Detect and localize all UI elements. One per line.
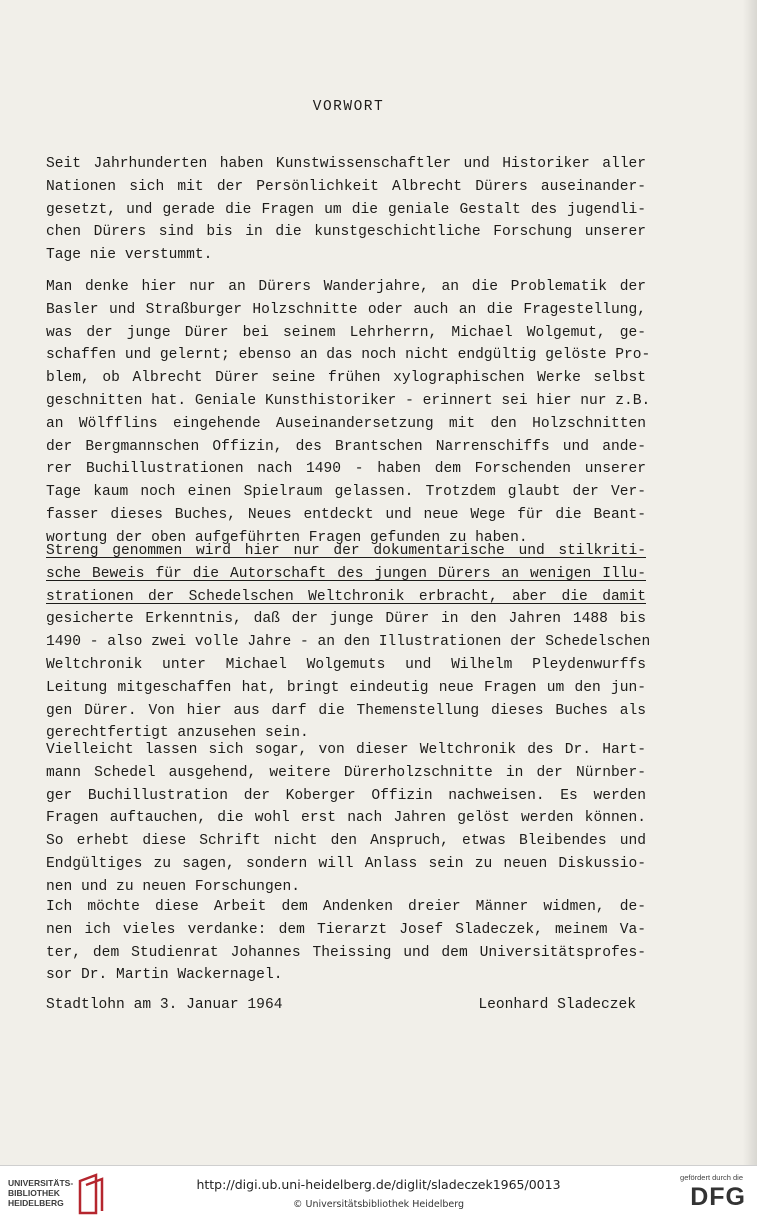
text-line: Leitung mitgeschaffen hat, bringt eindeutig neue Fragen um den jun- — [46, 679, 646, 696]
text-line: Ich möchte diese Arbeit dem Andenken dreier Männer widmen, de- — [46, 899, 646, 915]
library-name-line: BIBLIOTHEK — [8, 1188, 60, 1198]
text-line: was der junge Dürer bei seinem Lehrherrn, Michael Wolgemut, ge- — [46, 324, 646, 341]
author-name: Leonhard Sladeczek — [478, 997, 636, 1013]
paragraph-2 — [46, 276, 651, 550]
text-line: schaffen und gelernt; ebenso an das noch nicht endgültig gelöste Pro- — [46, 347, 651, 364]
text-line: sor Dr. Martin Wackernagel. — [46, 967, 283, 984]
text-line: So erhebt diese Schrift nicht den Anspruch, etwas Bleibendes und — [46, 833, 646, 850]
funding-label: gefördert durch die — [680, 1173, 743, 1182]
text-line: blem, ob Albrecht Dürer seine frühen xylographischen Werke selbst — [46, 370, 646, 387]
text-line: nen und zu neuen Forschungen. — [46, 878, 300, 895]
text-line: Streng genommen wird hier nur der dokumentarische und stilkriti- — [46, 543, 646, 559]
text-line: 1490 - also zwei volle Jahre - an den Illustrationen der Schedelschen — [46, 634, 651, 651]
permalink-url[interactable]: http://digi.ub.uni-heidelberg.de/diglit/sladeczek1965/0013 — [196, 1177, 561, 1192]
footer-bar — [0, 1165, 757, 1222]
text-line: gerechtfertigt anzusehen sein. — [46, 725, 309, 742]
text-line: gen Dürer. Von hier aus darf die Themenstellung dieses Buches als — [46, 702, 646, 719]
text-line: Tage kaum noch einen Spielraum gelassen. Trotzdem glaubt der Ver- — [46, 484, 646, 501]
signature-line — [46, 997, 636, 1013]
library-name-line: HEIDELBERG — [8, 1198, 64, 1208]
text-line: Fragen auftauchen, die wohl erst nach Jahren gelöst werden können. — [46, 810, 646, 827]
text-line: sche Beweis für die Autorschaft des jungen Dürers an wenigen Illu- — [46, 565, 646, 582]
place-date: Stadtlohn am 3. Januar 1964 — [46, 997, 283, 1013]
text-line: strationen der Schedelschen Weltchronik erbracht, aber die damit — [46, 588, 646, 605]
paragraph-5 — [46, 896, 646, 987]
text-line: an Wölfflins eingehende Auseinandersetzung mit den Holzschnitten — [46, 415, 646, 432]
text-line: der Bergmannschen Offizin, des Brantschen Narrenschiffs und ande- — [46, 438, 646, 455]
text-line: gesicherte Erkenntnis, daß der junge Dürer in den Jahren 1488 bis — [46, 611, 646, 628]
text-line: mann Schedel ausgehend, weitere Dürerholzschnitte in der Nürnber- — [46, 764, 646, 781]
text-line: nen ich vieles verdanke: dem Tierarzt Josef Sladeczek, meinem Va- — [46, 921, 646, 938]
library-name-line: UNIVERSITÄTS- — [8, 1178, 74, 1188]
text-line: Vielleicht lassen sich sogar, von dieser Weltchronik des Dr. Hart- — [46, 742, 646, 758]
dfg-logo: DFG — [690, 1183, 746, 1211]
text-line: ger Buchillustration der Koberger Offizin nachweisen. Es werden — [46, 787, 646, 804]
text-line: fasser dieses Buches, Neues entdeckt und neue Wege für die Beant- — [46, 506, 646, 523]
paragraph-1 — [46, 153, 646, 267]
text-line: gesetzt, und gerade die Fragen um die geniale Gestalt des jugendli- — [46, 201, 646, 218]
text-line: Nationen sich mit der Persönlichkeit Albrecht Dürers auseinander- — [46, 178, 646, 195]
text-line: ter, dem Studienrat Johannes Theissing und dem Universitätsprofes- — [46, 944, 646, 961]
text-line: Man denke hier nur an Dürers Wanderjahre, an die Problematik der — [46, 279, 646, 295]
page-edge-shadow — [743, 0, 757, 1165]
copyright-notice: © Universitätsbibliothek Heidelberg — [292, 1199, 464, 1210]
text-line: Weltchronik unter Michael Wolgemuts und Wilhelm Pleydenwurffs — [46, 656, 646, 673]
text-line: wortung der oben aufgeführten Fragen gefunden zu haben. — [46, 529, 528, 546]
text-line: geschnitten hat. Geniale Kunsthistoriker - erinnert sei hier nur z.B. — [46, 392, 651, 409]
text-line: Endgültiges zu sagen, sondern will Anlass sein zu neuen Diskussio- — [46, 855, 646, 872]
text-line: chen Dürers sind bis in die kunstgeschichtliche Forschung unserer — [46, 224, 646, 241]
text-line: rer Buchillustrationen nach 1490 - haben dem Forschenden unserer — [46, 461, 646, 478]
text-line: Tage nie verstummt. — [46, 247, 213, 264]
page-title: VORWORT — [312, 99, 385, 115]
paragraph-3 — [46, 540, 651, 745]
text-line: Seit Jahrhunderten haben Kunstwissenschaftler und Historiker aller — [46, 156, 646, 172]
paragraph-4 — [46, 739, 646, 899]
text-line: Basler und Straßburger Holzschnitte oder auch an die Fragestellung, — [46, 301, 646, 318]
